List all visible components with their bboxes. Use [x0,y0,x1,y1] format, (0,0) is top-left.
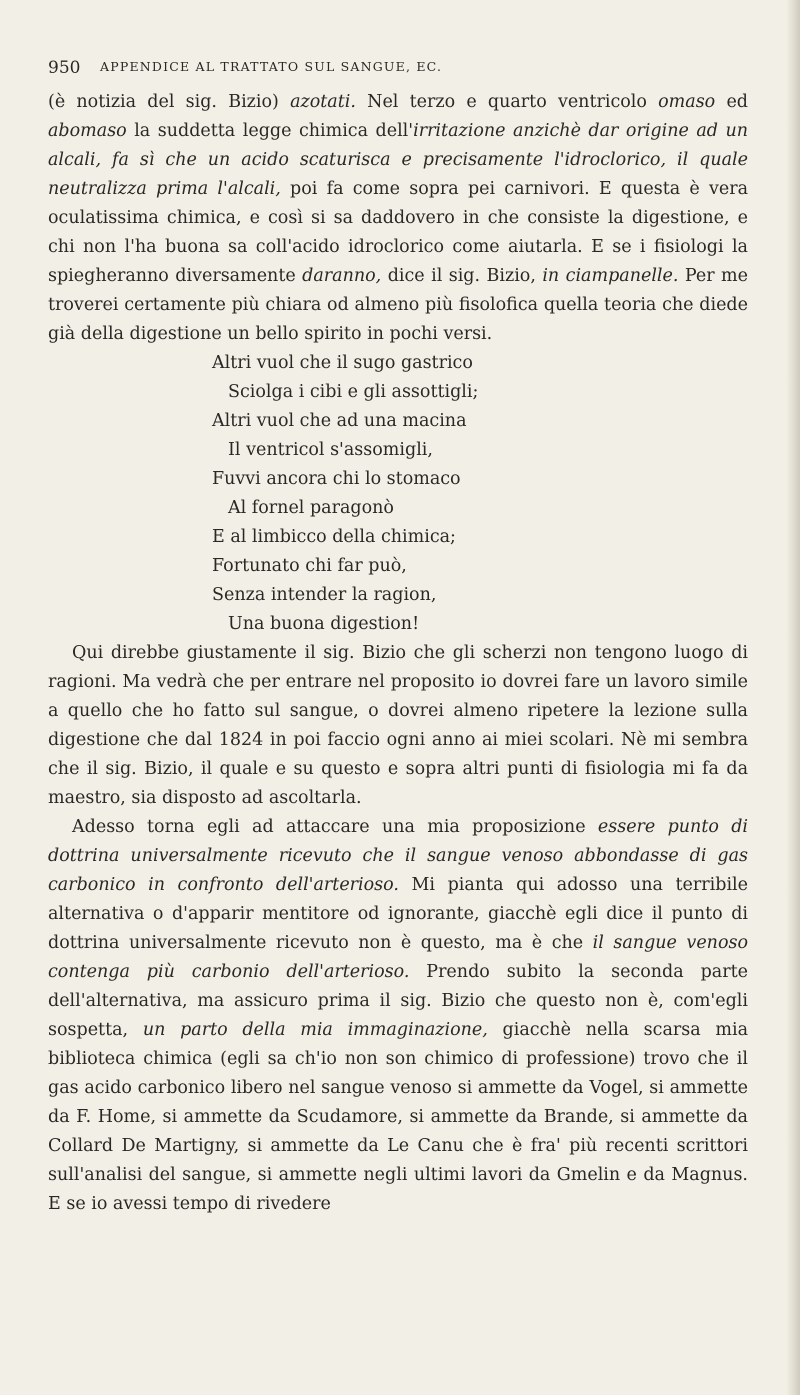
poem-line: Senza intender la ragion, [212,585,437,605]
poem-line: Una buona digestion! [228,614,420,634]
page-number: 950 [48,58,81,78]
paragraph-3 [48,813,748,1219]
text-run: la suddetta legge chimica dell' [126,121,414,141]
text-run: Mi pianta qui adosso una terribile alternativa o d'apparir mentitore od ignorante, giacchè egli dice il punto di dottrina universalmente ricevuto non è questo, ma è che [48,875,748,953]
italic-run: essere punto di dottrina universalmente ricevuto che il sangue venoso abbondasse di gas carbonico in confronto dell'arterioso. [48,817,748,895]
italic-run: omaso [658,92,716,112]
text-run: Prendo subito la seconda parte dell'alternativa, ma assicuro prima il sig. Bizio che questo non è, com'egli sospetta, [48,962,748,1040]
italic-run: abomaso [48,121,127,141]
poem-line: Il ventricol s'assomigli, [228,440,433,460]
poem-line: Sciolga i cibi e gli assottigli; [228,382,479,402]
italic-run: un parto della mia immaginazione, [142,1020,488,1040]
text-run: Adesso torna egli ad attaccare una mia proposizione [72,817,598,837]
text-run: (è notizia del sig. Bizio) [48,92,291,112]
italic-run: il sangue venoso contenga più carbonio dell'arterioso. [48,933,748,982]
poem-line: Altri vuol che ad una macina [212,411,467,431]
poem [212,349,748,639]
running-head: APPENDICE AL TRATTATO SUL SANGUE, EC. [100,59,443,74]
poem-line: Fuvvi ancora chi lo stomaco [212,469,461,489]
poem-line: Altri vuol che il sugo gastrico [212,353,473,373]
text-run: ed [715,92,749,112]
text-run: dice il sig. Bizio, [381,266,543,286]
poem-line: Al fornel paragonò [228,498,394,518]
paragraph-1 [48,88,748,349]
text-run: poi fa come sopra pei carnivori. E questa è vera oculatissima chimica, e così si sa daddovero in che consiste la digestione, e chi non l'ha buona sa coll'acido idroclorico come aiutarla. E se i fisiologi la spiegheranno diversamente [48,179,749,286]
page-edge-shadow [786,0,800,1395]
poem-line: Fortunato chi far può, [212,556,407,576]
text-run: Per me troverei certamente più chiara od almeno più fisolofica quella teoria che diede già della digestione un bello spirito in pochi versi. [48,266,748,344]
italic-run: daranno, [302,266,382,286]
paragraph-2: Qui direbbe giustamente il sig. Bizio che gli scherzi non tengono luogo di ragioni. Ma vedrà che per entrare nel proposito io dovrei fare un lavoro simile a quello che ho fatto sul sangue, o dovrei almeno ripetere la lezione sulla digestione che dal 1824 in poi faccio ogni anno ai miei scolari. Nè mi sembra che il sig. Bizio, il quale e su questo e sopra altri punti di fisiologia mi fa da maestro, sia disposto ad ascoltarla. [48,643,748,808]
text-run: giacchè nella scarsa mia biblioteca chimica (egli sa ch'io non son chimico di professione) trovo che il gas acido carbonico libero nel sangue venoso si ammette da Vogel, si ammette da F. Home, si ammette da Scudamore, si ammette da Brande, si ammette da Collard De Martigny, si ammette da Le Canu che è fra' più recenti scrittori sull'analisi del sangue, si ammette negli ultimi lavori da Gmelin e da Magnus. E se io avessi tempo di rivedere [48,1020,748,1214]
poem-line: E al limbicco della chimica; [212,527,456,547]
italic-run: irritazione anzichè dar origine ad un alcali, fa sì che un acido scaturisca e precisamente l'idroclorico, il quale neutralizza prima l'alcali, [48,121,748,199]
body-text [48,88,748,1219]
text-run: Nel terzo e quarto ventricolo [355,92,659,112]
italic-run: azotati. [290,92,356,112]
italic-run: in ciampanelle. [542,266,679,286]
